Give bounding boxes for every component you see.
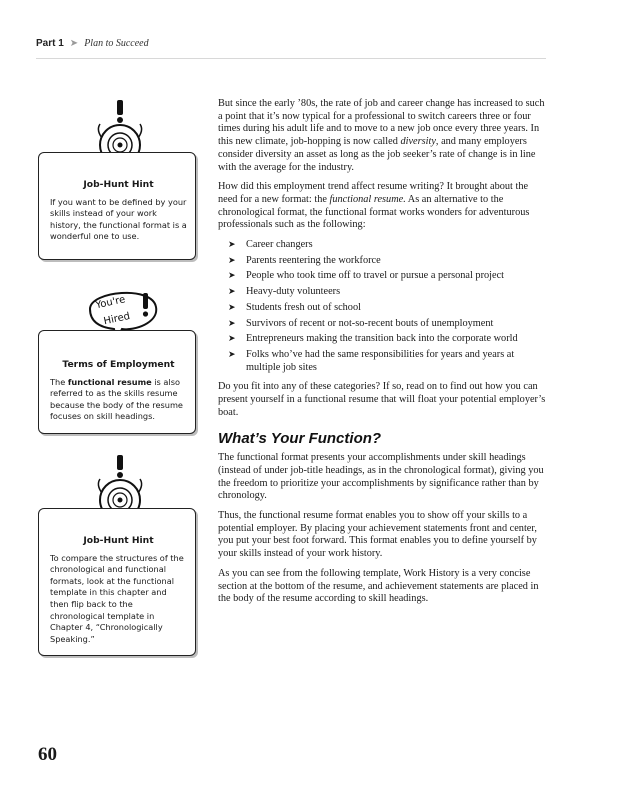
- paragraph-text: As an alternative to the chronological format, the functional format works wonders for adventurous professionals such as the following:: [218, 193, 530, 231]
- box-text: To compare the structures of the chronological and functional formats, look at the functional template in this chapter and then flip back to the chronological template in Chapter 4, “Chronologically Speaking.”: [50, 552, 184, 644]
- list-item: [218, 318, 546, 331]
- icon-text-hired: Hired: [102, 310, 132, 328]
- job-hunt-hint-box-1: [38, 152, 196, 260]
- arrow-bullet-icon: ➤: [228, 318, 236, 329]
- arrow-bullet-icon: ➤: [228, 287, 236, 298]
- part-label: Part 1: [36, 38, 64, 49]
- emphasis: functional resume.: [329, 193, 406, 205]
- bullet-list: [218, 239, 546, 374]
- arrow-icon: ➤: [69, 38, 79, 49]
- list-item-text: Survivors of recent or not-so-recent bouts of unemployment: [246, 317, 494, 329]
- main-column: [218, 98, 546, 613]
- paragraph-5: Thus, the functional resume format enables you to show off your skills to a potential employer. By placing your achievement statements front and center, you put your best foot forward. This format enables you to define yourself by your skills instead of your work history.: [218, 509, 537, 560]
- arrow-bullet-icon: ➤: [228, 349, 236, 360]
- list-item-text: Students fresh out of school: [246, 301, 361, 313]
- arrow-bullet-icon: ➤: [228, 240, 236, 251]
- box-title: Terms of Employment: [62, 359, 175, 370]
- list-item: [218, 349, 546, 374]
- box-text: [50, 377, 187, 423]
- list-item-text: Heavy-duty volunteers: [246, 286, 341, 298]
- list-item-text: People who took time off to travel or pursue a personal project: [246, 270, 505, 282]
- paragraph-4: The functional format presents your accomplishments under skill headings (instead of under job-title headings, as in the chronological format), giving you the freedom to prioritize your accomplishments by significance rather than by chronology.: [218, 452, 544, 502]
- box-title: Job-Hunt Hint: [83, 535, 154, 546]
- paragraph-1: [218, 98, 546, 174]
- list-item: [218, 286, 546, 299]
- list-item: [218, 255, 546, 268]
- list-item-text: Folks who’ve had the same responsibilities for years and years at multiple job sites: [246, 348, 515, 373]
- list-item: [218, 239, 546, 252]
- box-title: Job-Hunt Hint: [83, 179, 154, 190]
- terms-of-employment-box: [38, 330, 196, 434]
- paragraph-text: But since the early ’80s, the rate of job and career change has increased to such a point that it’s now typical for a professional to switch careers three or four times during his adult life and to move to a new job once every three years. In this new climate, job-hopping is now called: [218, 98, 545, 148]
- box-text: If you want to be defined by your skills instead of your work history, the functional format is a wonderful one to use.: [50, 196, 187, 242]
- defined-term: functional resume: [67, 376, 152, 387]
- box-text-part: is also referred to as the skills resume because the body of the resume focuses on skill headings.: [50, 376, 183, 422]
- box-text-part: The: [50, 376, 68, 387]
- list-item: [218, 333, 546, 346]
- running-header: [36, 38, 546, 59]
- emphasis: diversity: [400, 136, 436, 148]
- chapter-title: Plan to Succeed: [84, 38, 149, 49]
- list-item: [218, 270, 546, 283]
- arrow-bullet-icon: ➤: [228, 334, 236, 345]
- paragraph-3: Do you fit into any of these categories? If so, read on to find out how you can present yourself in a functional resume that will float your potential employer’s boat.: [218, 381, 546, 418]
- list-item-text: Parents reentering the workforce: [246, 254, 381, 266]
- paragraph-2: [218, 181, 546, 232]
- icon-text-youre: You're: [94, 294, 127, 312]
- arrow-bullet-icon: ➤: [228, 271, 236, 282]
- section-heading: What’s Your Function?: [218, 430, 382, 448]
- paragraph-text: , and many employers consider diversity an asset as long as the job seeker’s rate of change is in line with the average for the industry.: [218, 136, 536, 173]
- paragraph-6: As you can see from the following template, Work History is a very concise section at the bottom of the resume, and achievement statements are placed in the body of the resume according to skill headings.: [218, 567, 539, 605]
- page-number: 60: [38, 744, 57, 765]
- arrow-bullet-icon: ➤: [228, 302, 236, 313]
- list-item-text: Career changers: [246, 239, 313, 251]
- list-item: [218, 302, 546, 315]
- arrow-bullet-icon: ➤: [228, 255, 236, 266]
- paragraph-text: How did this employment trend affect resume writing? It brought about the need for a new format: the: [218, 181, 529, 205]
- job-hunt-hint-box-2: [38, 508, 196, 656]
- list-item-text: Entrepreneurs making the transition back into the corporate world: [246, 333, 518, 345]
